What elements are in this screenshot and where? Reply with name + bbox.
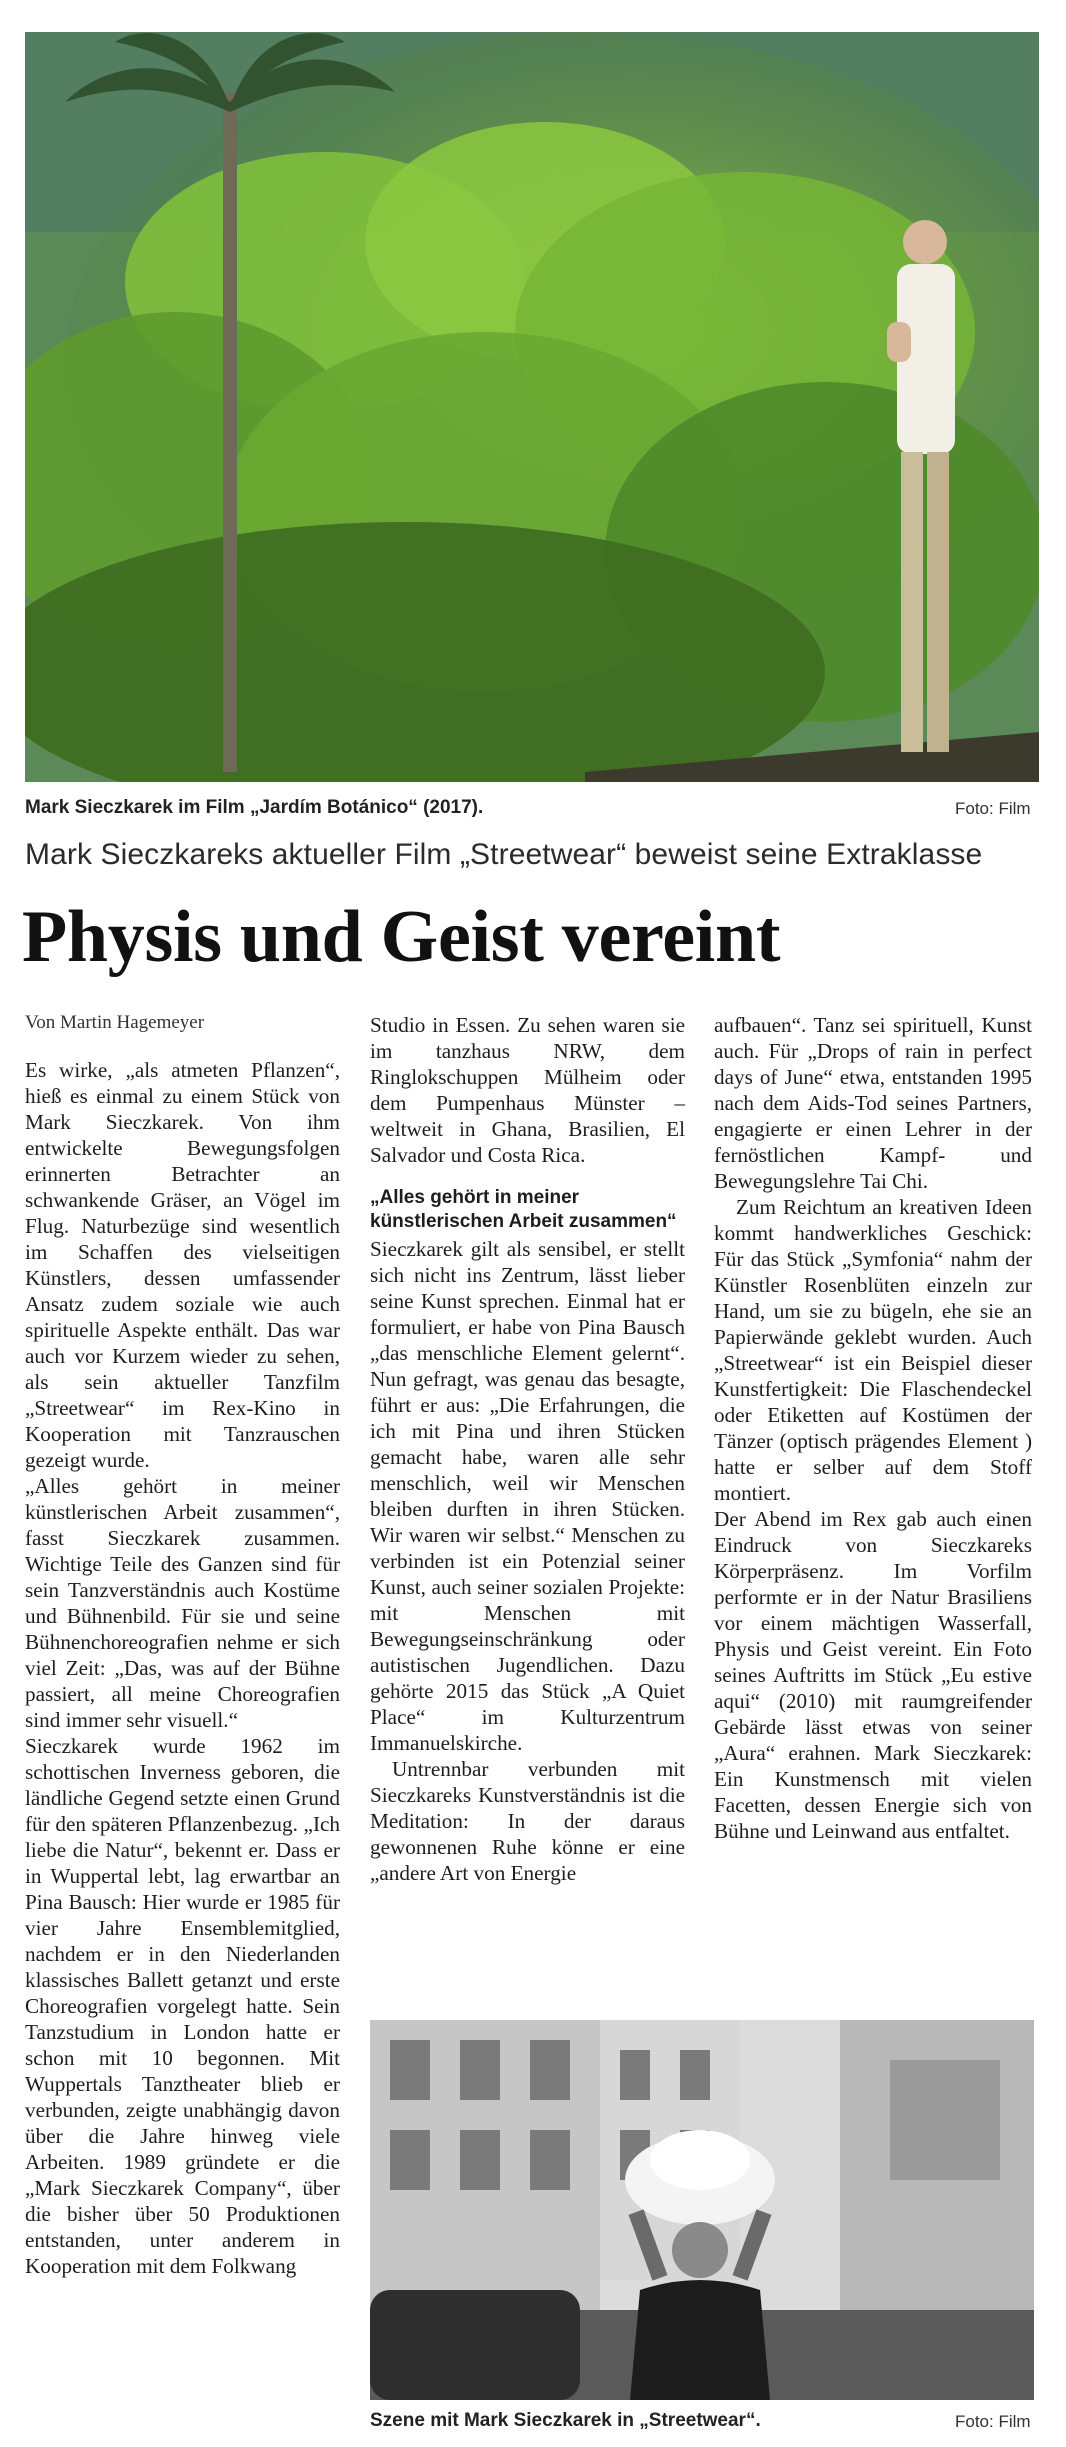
col2-subheading: „Alles gehört in meiner künstlerischen Arbeit zusammen“ bbox=[370, 1187, 677, 1232]
col2-paragraph-2: Sieczkarek gilt als sensibel, er stellt sich nicht ins Zentrum, lässt lieber seine Kunst sprechen. Einmal hat er formuliert, er habe von Pina Bausch „das menschliche Element gelernt“. Nun gefragt, was genau das besagte, führt er aus: „Die Erfahrungen, die ich mit Pina und ihren Stücken gemacht habe, waren alle sehr menschlich, weil wir Menschen bleiben durften in ihren Stücken. Wir waren wir selbst.“ Menschen zu verbinden ist ein Potenzial seiner Kunst, auch seiner sozialen Projekte: mit Menschen mit Bewegungseinschränkung oder autistischen Jugendlichen. Dazu gehörte 2015 das Stück „A Quiet Place“ im Kulturzentrum Immanuelskirche. bbox=[370, 1237, 685, 1755]
top-photo-caption: Mark Sieczkarek im Film „Jardím Botánico“ (2017). bbox=[25, 797, 484, 818]
street-scene-illustration bbox=[370, 2020, 1034, 2400]
col2-paragraph-3: Untrennbar verbunden mit Sieczkareks Kunstverständnis ist die Meditation: In der daraus gewonnenen Ruhe könne er eine „andere Art von Energie bbox=[370, 1757, 685, 1885]
col3-paragraph-2: Zum Reichtum an kreativen Ideen kommt handwerkliches Geschick: Für das Stück „Symfonia“ nahm der Künstler Rosenblüten einzeln zur Hand, um sie zu bügeln, ehe sie an Papierwände geklebt wurden. Auch „Streetwear“ ist ein Beispiel dieser Kunstfertigkeit: Die Flaschendeckel oder Etiketten auf Kostümen der Tänzer (optisch prägendes Element ) hatte er selber auf dem Stoff montiert. bbox=[714, 1195, 1032, 1505]
article-column-2 bbox=[370, 1012, 685, 1886]
article-column-3 bbox=[714, 1012, 1032, 1844]
article-kicker: Mark Sieczkareks aktueller Film „Streetwear“ beweist seine Extraklasse bbox=[25, 838, 983, 871]
top-photo bbox=[25, 32, 1039, 782]
col1-paragraph-1: Es wirke, „als atmeten Pflanzen“, hieß es einmal zu einem Stück von Mark Sieczkarek. Von ihm entwickelte Bewegungsfolgen erinnerten Betrachter an schwankende Gräser, an Vögel im Flug. Naturbezüge sind wesentlich im Schaffen des vielseitigen Künstlers, dessen umfassender Ansatz zudem soziale wie auch spirituelle Aspekte enthält. Das war auch vor Kurzem wieder zu sehen, als sein aktueller Tanzfilm „Streetwear“ im Rex-Kino in Kooperation mit Tanzrauschen gezeigt wurde. bbox=[25, 1058, 340, 1472]
bottom-photo-credit: Foto: Film bbox=[955, 2412, 1031, 2431]
bottom-photo bbox=[370, 2020, 1034, 2400]
col3-paragraph-3: Der Abend im Rex gab auch einen Eindruck von Sieczkareks Körperpräsenz. Im Vorfilm performte er in der Natur Brasiliens vor einem mächtigen Wasserfall, Physis und Geist vereint. Ein Foto seines Auftritts im Stück „Eu estive aqui“ (2010) mit raumgreifender Gebärde lässt etwas von seiner „Aura“ erahnen. Mark Sieczkarek: Ein Kunstmensch mit vielen Facetten, dessen Energie sich von Bühne und Leinwand aus entfaltet. bbox=[714, 1507, 1032, 1843]
article-column-1 bbox=[25, 1057, 340, 2279]
col2-paragraph-1: Studio in Essen. Zu sehen waren sie im tanzhaus NRW, dem Ringlokschuppen Mülheim oder dem Pumpenhaus Münster – weltweit in Ghana, Brasilien, El Salvador und Costa Rica. bbox=[370, 1013, 685, 1167]
article-headline: Physis und Geist vereint bbox=[22, 896, 781, 978]
col1-paragraph-3: Sieczkarek wurde 1962 im schottischen Inverness geboren, die ländliche Gegend setzte einen Grund für den späteren Pflanzenbezug. „Ich liebe die Natur“, bekennt er. Dass er in Wuppertal lebt, lag erwartbar an Pina Bausch: Hier wurde er 1985 für vier Jahre Ensemblemitglied, nachdem er in den Niederlanden klassisches Ballett getanzt und erste Choreografien vorgelegt hatte. Sein Tanzstudium in London hatte er schon mit 10 begonnen. Mit Wuppertals Tanztheater blieb er verbunden, zeigte unabhängig davon über die Jahre hinweg viele Arbeiten. 1989 gründete er die „Mark Sieczkarek Company“, über die bisher über 50 Produktionen entstanden, unter anderem in Kooperation mit dem Folkwang bbox=[25, 1734, 340, 2278]
byline: Von Martin Hagemeyer bbox=[25, 1012, 205, 1033]
top-photo-credit: Foto: Film bbox=[955, 799, 1031, 818]
jungle-scene-illustration bbox=[25, 32, 1039, 782]
col3-paragraph-1: aufbauen“. Tanz sei spirituell, Kunst auch. Für „Drops of rain in perfect days of June“ etwa, entstanden 1995 nach dem Aids-Tod seines Partners, engagierte er einen Lehrer in der fernöstlichen Kampf- und Bewegungslehre Tai Chi. bbox=[714, 1013, 1032, 1193]
performer-figure bbox=[625, 2130, 775, 2400]
col1-paragraph-2: „Alles gehört in meiner künstlerischen Arbeit zusammen“, fasst Sieczkarek zusammen. Wichtige Teile des Ganzen sind für sein Tanzverständnis auch Kostüme und Bühnenbild. Für sie und seine Bühnenchoreografien nehme er sich viel Zeit: „Das, was auf der Bühne passiert, all meine Choreografien sind immer sehr visuell.“ bbox=[25, 1474, 340, 1732]
bottom-photo-caption: Szene mit Mark Sieczkarek in „Streetwear“. bbox=[370, 2410, 761, 2431]
